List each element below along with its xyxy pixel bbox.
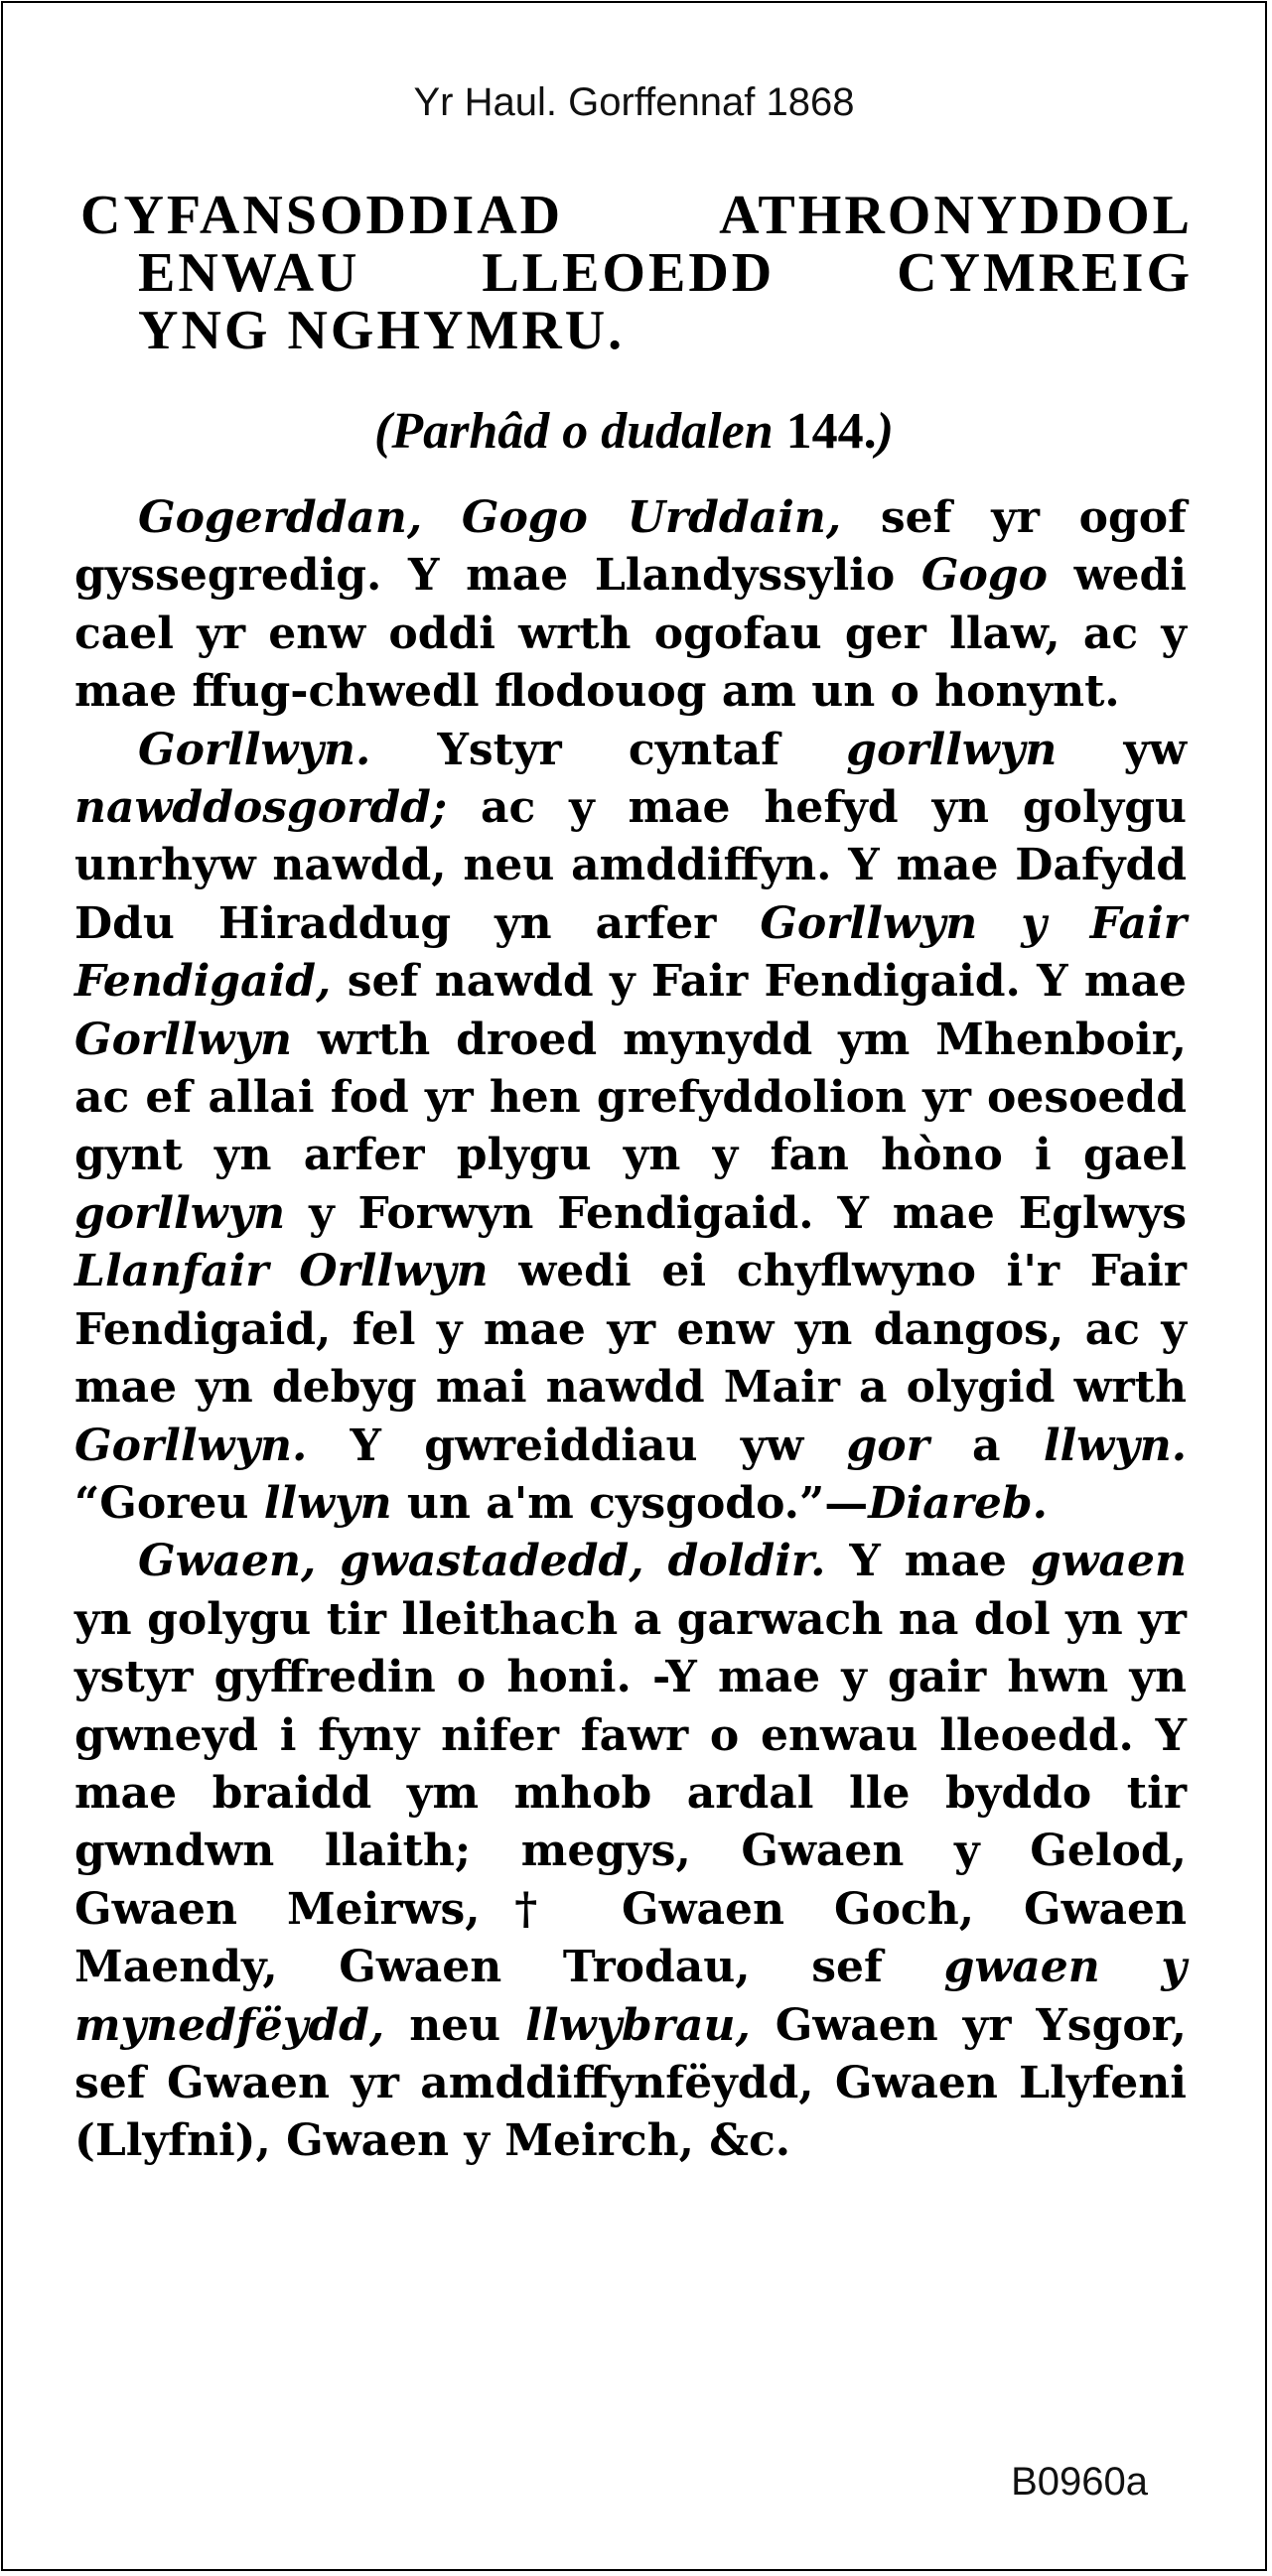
text-run: wedi ei chyflwyno i'r Fair Fendigaid, fel y mae yr enw yn dangos, ac y mae yn debyg mai nawdd Mair a olygid wrth [74, 1246, 1187, 1414]
paragraph-gogerddan [74, 489, 1187, 722]
italic-term: Llanfair Orllwyn [74, 1246, 489, 1297]
continuation-open-paren: ( [374, 403, 392, 460]
text-run: a [928, 1420, 1044, 1471]
italic-term: Gorllwyn [74, 1014, 292, 1065]
italic-term: Gogerddan, Gogo Urddain, [138, 492, 842, 543]
title-line-3: YNG NGHYMRU. [138, 300, 626, 361]
title-line-2: ENWAU LLEOEDD CYMREIG [138, 242, 1193, 304]
italic-term: nawddosgordd; [74, 782, 448, 834]
text-run: Y mae [825, 1536, 1031, 1587]
title-line-1: CYFANSODDIAD ATHRONYDDOL [80, 185, 1193, 246]
text-run: neu [384, 1999, 526, 2051]
italic-term: llwybrau, [525, 1999, 751, 2051]
text-run: Gwaen yr Ysgor, sef Gwaen yr amddiffynfëydd, Gwaen Llyfeni (Llyfni), Gwaen y Meirch, &c. [74, 1999, 1187, 2167]
continuation-close-paren: ) [876, 403, 894, 460]
continuation-text: Parhâd o dudalen [391, 403, 774, 460]
text-run: yw [1057, 724, 1187, 775]
italic-term: gor [846, 1420, 929, 1471]
paragraph-gwaen [74, 1533, 1187, 2170]
text-run: sef yr ogof gyssegredig. Y mae Llandyssylio [74, 492, 1187, 602]
text-run: un a'm cysgodo.”— [391, 1477, 869, 1529]
italic-term: gorllwyn [74, 1187, 286, 1239]
italic-term: gorllwyn [846, 724, 1058, 775]
italic-term: Gorllwyn. [74, 1420, 308, 1471]
text-run: ac y mae hefyd yn golygu unrhyw nawdd, neu amddiffyn. Y mae Dafydd Ddu Hiraddug yn arfer [74, 782, 1187, 949]
italic-term: llwyn. [1043, 1420, 1188, 1471]
text-run: Y gwreiddiau yw [307, 1420, 847, 1471]
article-body [74, 489, 1187, 2171]
text-run: “Goreu [74, 1477, 264, 1529]
italic-term: gwaen [1030, 1536, 1187, 1587]
continuation-page-number: 144. [773, 403, 877, 460]
source-citation: Yr Haul. Gorffennaf 1868 [413, 80, 855, 124]
article-title [80, 187, 1193, 359]
text-run: sef nawdd y Fair Fendigaid. Y mae [331, 956, 1187, 1008]
italic-term: Gogo [920, 550, 1048, 602]
text-run: yn golygu tir lleithach a garwach na dol yn yr ystyr gyffredin o honi. -Y mae y gair hwn yn gwneyd i fyny nifer fawr o enwau lleoedd. Y mae braidd ym mhob ardal lle byddo tir gwndwn llaith; megys, Gwaen y Gelod, Gwaen Meirws,† Gwaen Goch, Gwaen Maendy, Gwaen Trodau, sef [74, 1593, 1187, 1993]
text-run: wedi cael yr enw oddi wrth ogofau ger llaw, ac y mae ffug-chwedl flodouog am un o honynt. [74, 550, 1187, 718]
continuation-note [3, 402, 1265, 461]
text-run: y Forwyn Fendigaid. Y mae Eglwys [285, 1187, 1187, 1239]
reference-code: B0960a [1011, 2460, 1148, 2504]
page-frame [1, 1, 1267, 2571]
italic-term: Gorllwyn. [138, 724, 371, 775]
italic-term: Diareb. [868, 1477, 1048, 1529]
italic-term: Gwaen, gwastadedd, doldir. [138, 1536, 826, 1587]
italic-term: Gorllwyn y Fair Fendigaid, [74, 897, 1187, 1008]
text-run: wrth droed mynydd ym Mhenboir, ac ef allai fod yr hen grefyddolion yr oesoedd gynt yn arfer plygu yn y fan hòno i gael [74, 1014, 1187, 1181]
italic-term: llwyn [263, 1477, 392, 1529]
italic-term: gwaen y mynedfëydd, [74, 1942, 1187, 2051]
text-run: Ystyr cyntaf [370, 724, 847, 775]
paragraph-gorllwyn [74, 722, 1187, 1534]
